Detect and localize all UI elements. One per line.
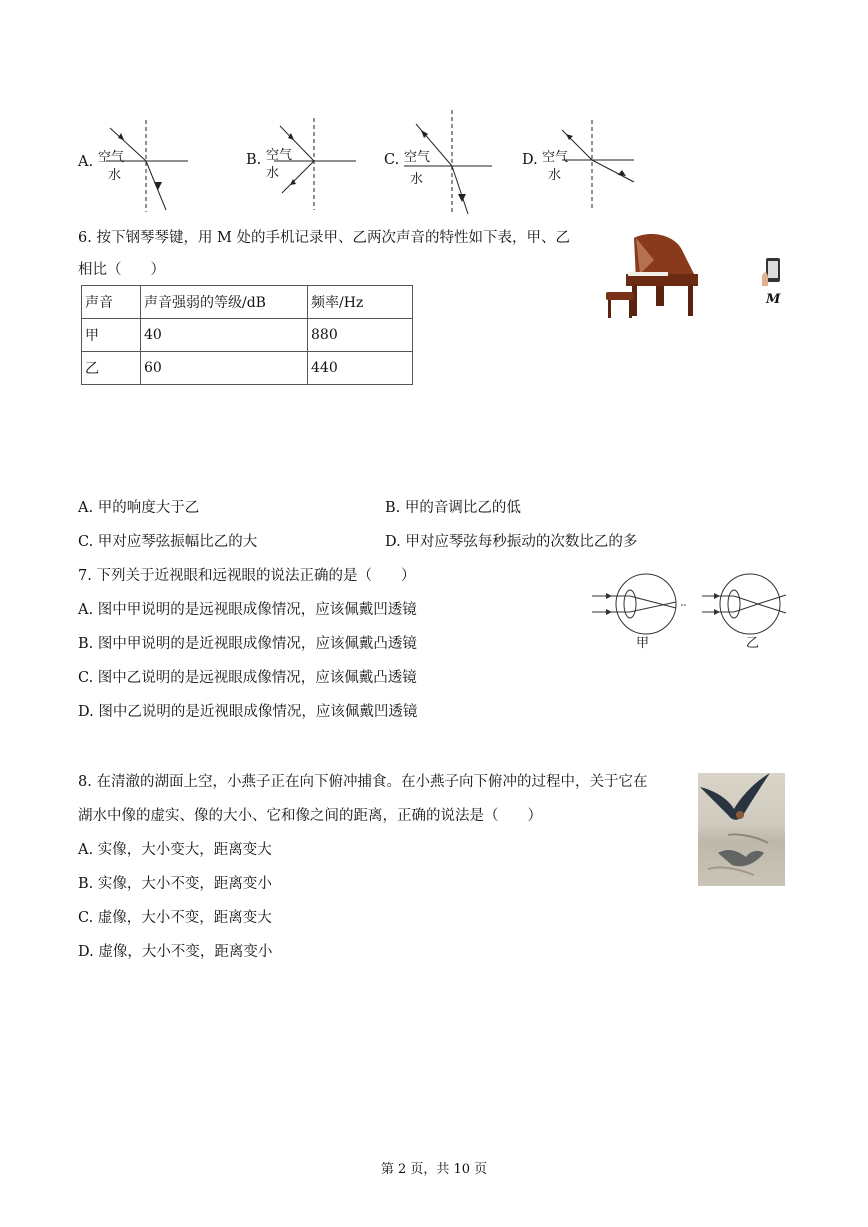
q5-option-d-water: 水 <box>548 168 562 183</box>
q5-option-d-ray-diagram <box>522 120 642 215</box>
q5-option-c-letter: C. <box>384 152 400 168</box>
table-row <box>82 352 413 385</box>
q7-option-d: D. 图中乙说明的是近视眼成像情况，应该佩戴凹透镜 <box>78 704 418 720</box>
table-cell: 60 <box>141 352 308 385</box>
q5-option-d-letter: D. <box>522 152 538 168</box>
q7-stem: 7. 下列关于近视眼和远视眼的说法正确的是（ ） <box>78 568 416 584</box>
table-row <box>82 319 413 352</box>
table-header-row <box>82 286 413 319</box>
q5-option-b-water: 水 <box>266 166 280 181</box>
q7-option-a: A. 图中甲说明的是远视眼成像情况，应该佩戴凹透镜 <box>78 602 417 618</box>
q6-sound-table <box>81 285 413 385</box>
q6-option-a: A. 甲的响度大于乙 <box>78 500 200 516</box>
q5-option-b-ray-diagram <box>246 118 366 213</box>
q5-option-d-air: 空气 <box>542 150 569 165</box>
table-header-cell: 频率/Hz <box>308 286 413 319</box>
q6-option-d: D. 甲对应琴弦每秒振动的次数比乙的多 <box>385 534 638 550</box>
q8-option-b: B. 实像，大小不变，距离变小 <box>78 876 272 892</box>
q7-option-b: B. 图中甲说明的是近视眼成像情况，应该佩戴凸透镜 <box>78 636 417 652</box>
q5-option-c-water: 水 <box>410 172 424 187</box>
table-header-cell: 声音 <box>82 286 141 319</box>
q5-option-b-air: 空气 <box>266 148 293 163</box>
q5-option-b-letter: B. <box>246 152 262 168</box>
eye-diagram-yi <box>700 572 790 642</box>
q5-option-c <box>384 110 504 215</box>
eye-label-jia: 甲 <box>636 636 650 651</box>
phone-label: M <box>766 292 781 307</box>
table-cell: 440 <box>308 352 413 385</box>
q8-option-c: C. 虚像，大小不变，距离变大 <box>78 910 272 926</box>
q5-option-b <box>246 118 366 213</box>
swallow-photo <box>698 773 785 886</box>
q5-option-a-water: 水 <box>108 168 122 183</box>
q8-stem-line2: 湖水中像的虚实、像的大小、它和像之间的距离，正确的说法是（ ） <box>78 808 542 824</box>
q5-option-c-ray-diagram <box>384 110 504 215</box>
phone-icon <box>760 256 788 290</box>
table-header-cell: 声音强弱的等级/dB <box>141 286 308 319</box>
piano-image <box>604 230 700 322</box>
q6-stem-line1: 6. 按下钢琴琴键，用 M 处的手机记录甲、乙两次声音的特性如下表，甲、乙 <box>78 230 571 246</box>
q7-option-c: C. 图中乙说明的是远视眼成像情况，应该佩戴凸透镜 <box>78 670 417 686</box>
q5-option-c-air: 空气 <box>404 150 431 165</box>
q5-option-a-letter: A. <box>78 154 94 170</box>
table-cell: 40 <box>141 319 308 352</box>
q5-option-d <box>522 120 642 215</box>
q5-option-a <box>78 120 198 215</box>
q8-option-a: A. 实像，大小变大，距离变大 <box>78 842 272 858</box>
q8-stem-line1: 8. 在清澈的湖面上空，小燕子正在向下俯冲捕食。在小燕子向下俯冲的过程中，关于它在 <box>78 774 648 790</box>
q5-option-a-air: 空气 <box>98 150 125 165</box>
q6-option-c: C. 甲对应琴弦振幅比乙的大 <box>78 534 258 550</box>
table-cell: 880 <box>308 319 413 352</box>
table-cell: 甲 <box>82 319 141 352</box>
q8-option-d: D. 虚像，大小不变，距离变小 <box>78 944 273 960</box>
page-footer: 第 2 页，共 10 页 <box>380 1162 488 1177</box>
q6-option-b: B. 甲的音调比乙的低 <box>385 500 521 516</box>
q5-option-a-ray-diagram <box>78 120 198 215</box>
eye-label-yi: 乙 <box>746 636 760 651</box>
table-cell: 乙 <box>82 352 141 385</box>
swallow-icon <box>698 773 785 886</box>
q6-stem-line2: 相比（ ） <box>78 262 165 278</box>
